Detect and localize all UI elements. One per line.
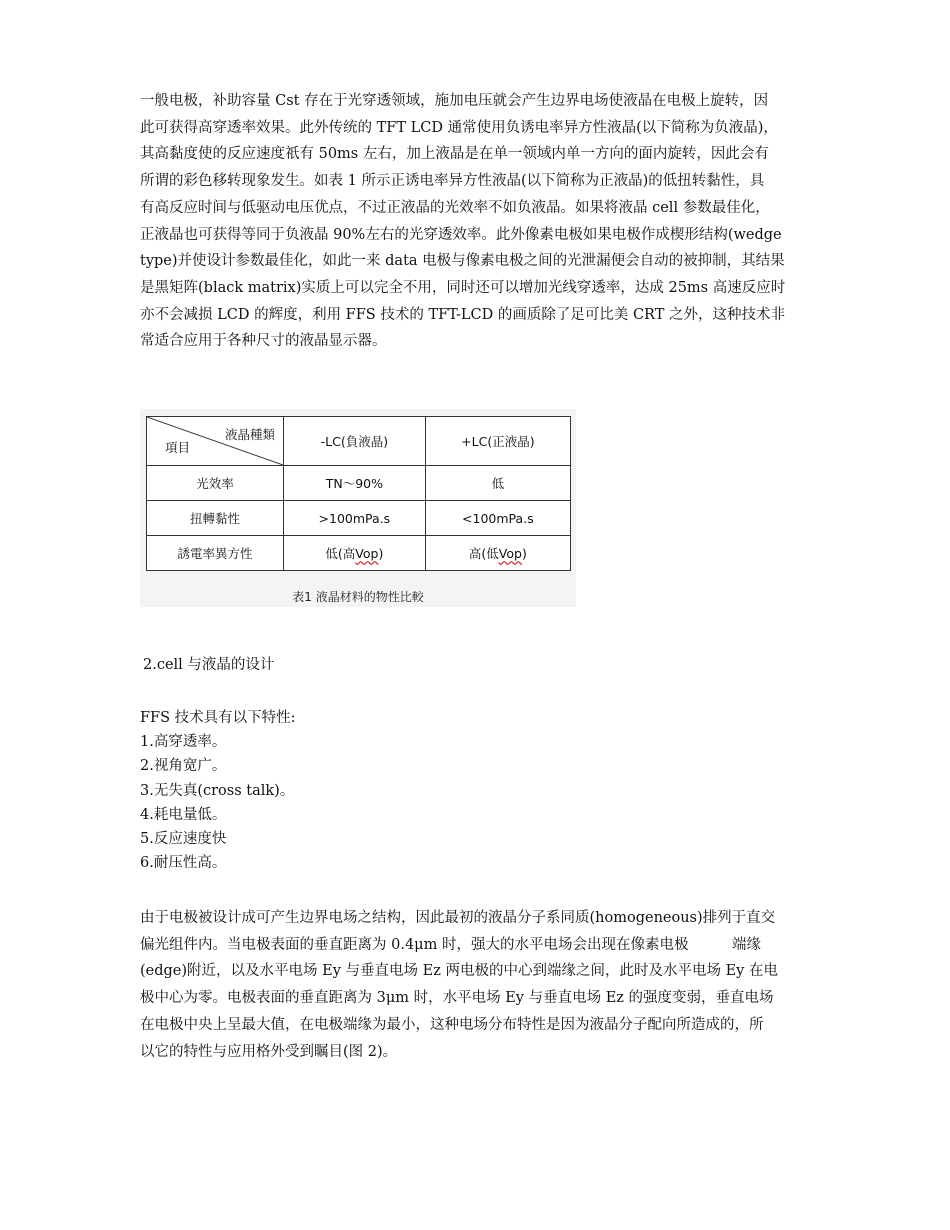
text-line: type)并使设计参数最佳化，如此一来 data 电极与像素电极之间的光泄漏便会自动的被抑制，其结果 bbox=[140, 253, 785, 270]
spellcheck-underlined-text: Vop bbox=[355, 546, 379, 561]
text-line: 此可获得高穿透率效果。此外传统的 TFT LCD 通常使用负诱电率异方性液晶(以下简称为负液晶)， bbox=[140, 119, 778, 136]
text-line: 一般电极，补助容量 Cst 存在于光穿透领域，施加电压就会产生边界电场使液晶在电极上旋转，因 bbox=[140, 93, 769, 109]
text-line: 极中心为零。电极表面的垂直距离为 3μm 时，水平电场 Ey 与垂直电场 Ez 的强度变弱，垂直电场 bbox=[140, 990, 774, 1007]
text-line: 正液晶也可获得等同于负液晶 90%左右的光穿透效率。此外像素电极如果电极作成楔形结构(wedge bbox=[140, 226, 782, 243]
row-label: 扭轉黏性 bbox=[147, 501, 284, 536]
text-line: (edge)附近，以及水平电场 Ey 与垂直电场 Ez 两电极的中心到端缘之间，此时及水平电场 Ey 在电 bbox=[140, 963, 778, 980]
table-corner-cell bbox=[147, 417, 284, 466]
table-caption: 表1 液晶材料的物性比較 bbox=[292, 590, 424, 604]
table-cell: <100mPa.s bbox=[425, 501, 570, 536]
table-cell: 低 bbox=[425, 466, 570, 501]
table-cell: 低(高Vop) bbox=[284, 536, 426, 571]
electric-field-paragraph bbox=[140, 905, 812, 1065]
list-item: 1.高穿透率。 bbox=[140, 734, 227, 751]
text-line: 其高黏度使的反应速度祇有 50ms 左右，加上液晶是在单一领域内单一方向的面内旋转，因此会有 bbox=[140, 146, 769, 163]
spellcheck-underlined-text: Vop bbox=[498, 546, 522, 561]
column-header-positive-lc: +LC(正液晶) bbox=[425, 417, 570, 466]
text-line: 偏光组件内。当电极表面的垂直距离为 0.4μm 时，强大的水平电场会出现在像素电极 端缘 bbox=[140, 936, 761, 953]
list-item: 2.视角宽广。 bbox=[140, 758, 227, 775]
table-row bbox=[147, 466, 571, 501]
section-title: 2.cell 与液晶的设计 bbox=[143, 657, 275, 673]
corner-header-item: 項目 bbox=[165, 440, 191, 455]
list-item: 5.反应速度快 bbox=[140, 831, 227, 848]
table-figure bbox=[140, 409, 576, 607]
table-cell: 高(低Vop) bbox=[425, 536, 570, 571]
list-item: 4.耗电量低。 bbox=[140, 806, 227, 823]
table-row bbox=[147, 501, 571, 536]
text-line: 常适合应用于各种尺寸的液晶显示器。 bbox=[140, 333, 387, 350]
text-line: 由于电极被设计成可产生边界电场之结构，因此最初的液晶分子系同质(homogeneous)排列于直交 bbox=[140, 910, 776, 926]
intro-paragraph bbox=[140, 88, 812, 355]
text-line: 是黑矩阵(black matrix)实质上可以完全不用，同时还可以增加光线穿透率，达成 25ms 高速反应时 bbox=[140, 279, 786, 296]
features-intro: FFS 技术具有以下特性: bbox=[140, 710, 296, 726]
corner-header-lc-type: 液晶種類 bbox=[224, 427, 275, 442]
list-item: 6.耐压性高。 bbox=[140, 855, 227, 872]
text-line: 有高反应时间与低驱动电压优点，不过正液晶的光效率不如负液晶。如果将液晶 cell 参数最佳化， bbox=[140, 199, 770, 216]
features-list bbox=[140, 706, 296, 875]
table-cell: >100mPa.s bbox=[284, 501, 426, 536]
text-line: 所谓的彩色移转现象发生。如表 1 所示正诱电率异方性液晶(以下简称为正液晶)的低扭转黏性，具 bbox=[140, 173, 765, 190]
column-header-negative-lc: -LC(負液晶) bbox=[284, 417, 426, 466]
list-item: 3.无失真(cross talk)。 bbox=[140, 782, 295, 799]
row-label: 光效率 bbox=[147, 466, 284, 501]
table-cell: TN～90% bbox=[284, 466, 426, 501]
table-header-row bbox=[147, 417, 571, 466]
text-line: 以它的特性与应用格外受到瞩目(图 2)。 bbox=[140, 1043, 398, 1060]
row-label: 誘電率異方性 bbox=[147, 536, 284, 571]
lc-properties-table bbox=[146, 416, 571, 571]
text-line: 在电极中央上呈最大值，在电极端缘为最小，这种电场分布特性是因为液晶分子配向所造成的，所 bbox=[140, 1016, 764, 1033]
table-row bbox=[147, 536, 571, 571]
text-line: 亦不会减损 LCD 的辉度，利用 FFS 技术的 TFT-LCD 的画质除了足可比美 CRT 之外，这种技术非 bbox=[140, 306, 785, 323]
